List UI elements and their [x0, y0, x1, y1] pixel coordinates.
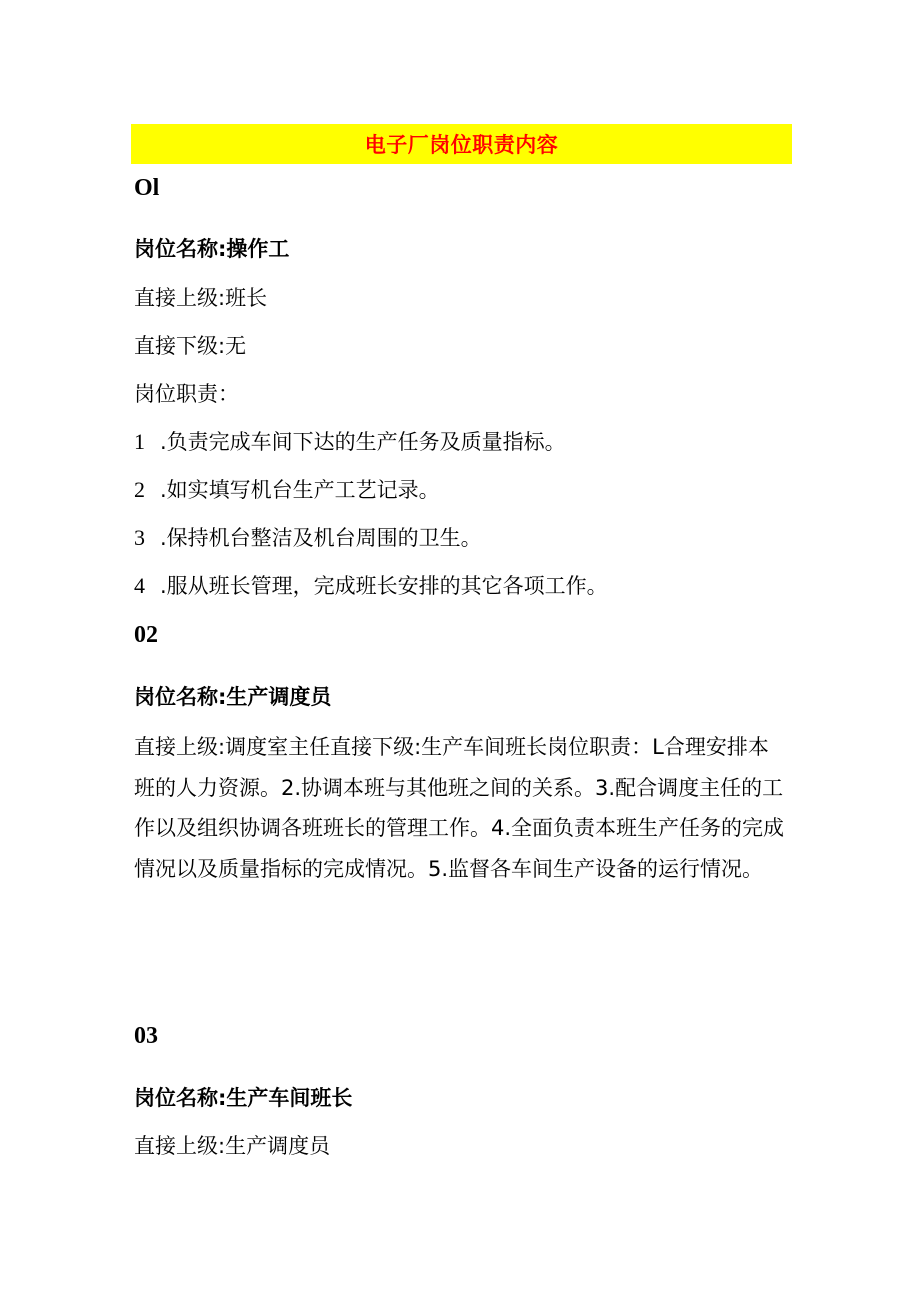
- duty-item: [134, 427, 566, 457]
- position-name-dispatcher: 岗位名称:生产调度员: [134, 685, 332, 709]
- section-number-02: 02: [134, 622, 158, 648]
- duty-number: 2: [134, 477, 145, 502]
- document-title: 电子厂岗位职责内容: [364, 133, 559, 157]
- duty-text: .服从班长管理，完成班长安排的其它各项工作。: [160, 574, 608, 598]
- section-number-01: Ol: [134, 175, 160, 201]
- duty-text: .负责完成车间下达的生产任务及质量指标。: [160, 430, 566, 454]
- duty-number: 4: [134, 573, 145, 598]
- duties-heading: 岗位职责：: [134, 382, 239, 406]
- duty-text: .如实填写机台生产工艺记录。: [160, 478, 440, 502]
- position-name-team-leader: 岗位名称:生产车间班长: [134, 1086, 353, 1110]
- dispatcher-duties-paragraph: 直接上级:调度室主任直接下级:生产车间班长岗位职责：L合理安排本班的人力资源。2.协调本班与其他班之间的关系。3.配合调度主任的工作以及组织协调各班班长的管理工作。4.全面负责本班生产任务的完成情况以及质量指标的完成情况。5.监督各车间生产设备的运行情况。: [134, 735, 785, 881]
- direct-superior: 直接上级:班长: [134, 286, 268, 310]
- duty-item: [134, 523, 482, 553]
- duty-item: [134, 571, 608, 601]
- duty-number: 3: [134, 525, 145, 550]
- duty-number: 1: [134, 429, 145, 454]
- duty-item: [134, 475, 440, 505]
- direct-superior: 直接上级:生产调度员: [134, 1134, 331, 1158]
- position-name-operator: 岗位名称:操作工: [134, 237, 290, 261]
- section-number-03: 03: [134, 1023, 158, 1049]
- title-banner: [131, 124, 792, 164]
- direct-subordinate: 直接下级:无: [134, 334, 247, 358]
- duty-text: .保持机台整洁及机台周围的卫生。: [160, 526, 482, 550]
